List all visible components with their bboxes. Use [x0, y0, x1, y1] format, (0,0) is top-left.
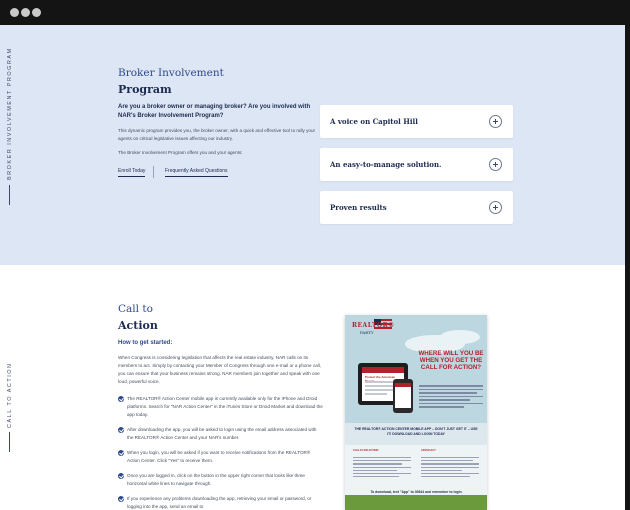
- cloud-shape: [440, 330, 480, 344]
- faq-link[interactable]: Frequently Asked Questions: [165, 168, 228, 177]
- check-icon: [118, 473, 124, 479]
- action-title: Action: [118, 319, 158, 332]
- plus-icon[interactable]: [489, 115, 502, 128]
- accordion-label: Proven results: [330, 203, 387, 212]
- broker-title: Program: [118, 83, 172, 96]
- window-zoom-dot[interactable]: [32, 8, 41, 17]
- flyer-headline: WHERE WILL YOU BE WHEN YOU GET THE CALL FOR ACTION?: [418, 350, 484, 371]
- accordion-item-proven-results[interactable]: [320, 191, 513, 224]
- accordion-label: An easy-to-manage solution.: [330, 160, 442, 169]
- action-intro: When Congress is considering legislation that affects the real estate industry, NAR calls on its members to act. Simply by contacting your Member of Congress through one e-mail or a phone call, you can ensure that your business remains strong. NAR members join together and speak with one loud, powerful voice.: [118, 355, 321, 384]
- list-item: The REALTOR® Action Center mobile app is currently available only for the iPhone and Droid platforms. Search for "NAR Action Center" in the iTunes Store or Droid Market and download the app today.: [118, 395, 323, 419]
- flyer-footer: To download, text "App" to 30644 and remember to login: [370, 490, 462, 494]
- side-label-rule: [9, 185, 10, 205]
- flyer-col-text: [353, 455, 411, 479]
- plus-icon[interactable]: [489, 201, 502, 214]
- broker-body-1: This dynamic program provides you, the broker owner, with a quick and effective tool to rally your agents on critical legislative issues affecting our industry.: [118, 128, 316, 141]
- window-minimize-dot[interactable]: [21, 8, 30, 17]
- flyer-logo: REALTOR®: [352, 322, 395, 329]
- action-center-flyer: [345, 315, 487, 510]
- steps-list: [118, 395, 323, 510]
- check-icon: [118, 396, 124, 402]
- flyer-logo-sub: PARTY: [360, 330, 374, 335]
- accordion-label: A voice on Capitol Hill: [330, 117, 418, 126]
- window-close-dot[interactable]: [10, 8, 19, 17]
- action-side-label: CALL TO ACTION: [7, 362, 13, 428]
- enroll-today-link[interactable]: Enroll Today: [118, 168, 145, 177]
- flyer-grass: [345, 495, 487, 510]
- flyer-col-heading: CALLS FOR ACTION: [353, 449, 379, 452]
- check-icon: [118, 427, 124, 433]
- broker-body-2: The Broker Involvement Program offers you and your agents:: [118, 150, 243, 155]
- flyer-copy: [419, 383, 483, 410]
- flyer-col-text: [421, 455, 479, 479]
- plus-icon[interactable]: [489, 158, 502, 171]
- flyer-col-heading: ADVOCACY: [421, 449, 436, 452]
- list-item: Once you are logged in, click on the button in the upper right corner that looks like three horizontal white lines to navigate through.: [118, 472, 323, 488]
- action-eyebrow: Call to: [118, 303, 153, 315]
- accordion-item-capitol-hill[interactable]: [320, 105, 513, 138]
- tablet-title: Protect the American: [365, 375, 396, 379]
- list-item: When you login, you will be asked if you want to receive notifications from the REALTOR® Action Center. Click "Yes" to receive them.: [118, 449, 323, 465]
- phone-illustration: [393, 379, 413, 413]
- accordion-item-easy-solution[interactable]: [320, 148, 513, 181]
- check-icon: [118, 496, 124, 502]
- check-icon: [118, 450, 124, 456]
- broker-lead: Are you a broker owner or managing broker? Are you involved with NAR's Broker Involvement Program?: [118, 104, 311, 119]
- side-label-rule: [9, 432, 10, 452]
- list-item: If you experience any problems downloading the app, retrieving your email or password, or logging into the app, send an email to: [118, 495, 323, 510]
- browser-titlebar: [0, 0, 630, 25]
- link-separator: [153, 166, 154, 178]
- list-item: After downloading the app, you will be asked to login using the email address associated with the REALTOR® Action Center and your NAR's number.: [118, 426, 323, 442]
- flyer-band-text: THE REALTOR® ACTION CENTER MOBILE APP – DON'T JUST GET IT – USE IT! DOWNLOAD AND LOGIN TODAY: [354, 427, 478, 436]
- broker-eyebrow: Broker Involvement: [118, 67, 224, 79]
- action-subtitle: How to get started:: [118, 340, 173, 346]
- broker-side-label: BROKER INVOLVEMENT PROGRAM: [7, 47, 13, 180]
- broker-involvement-section: [0, 25, 625, 265]
- browser-frame-edge: [625, 25, 630, 510]
